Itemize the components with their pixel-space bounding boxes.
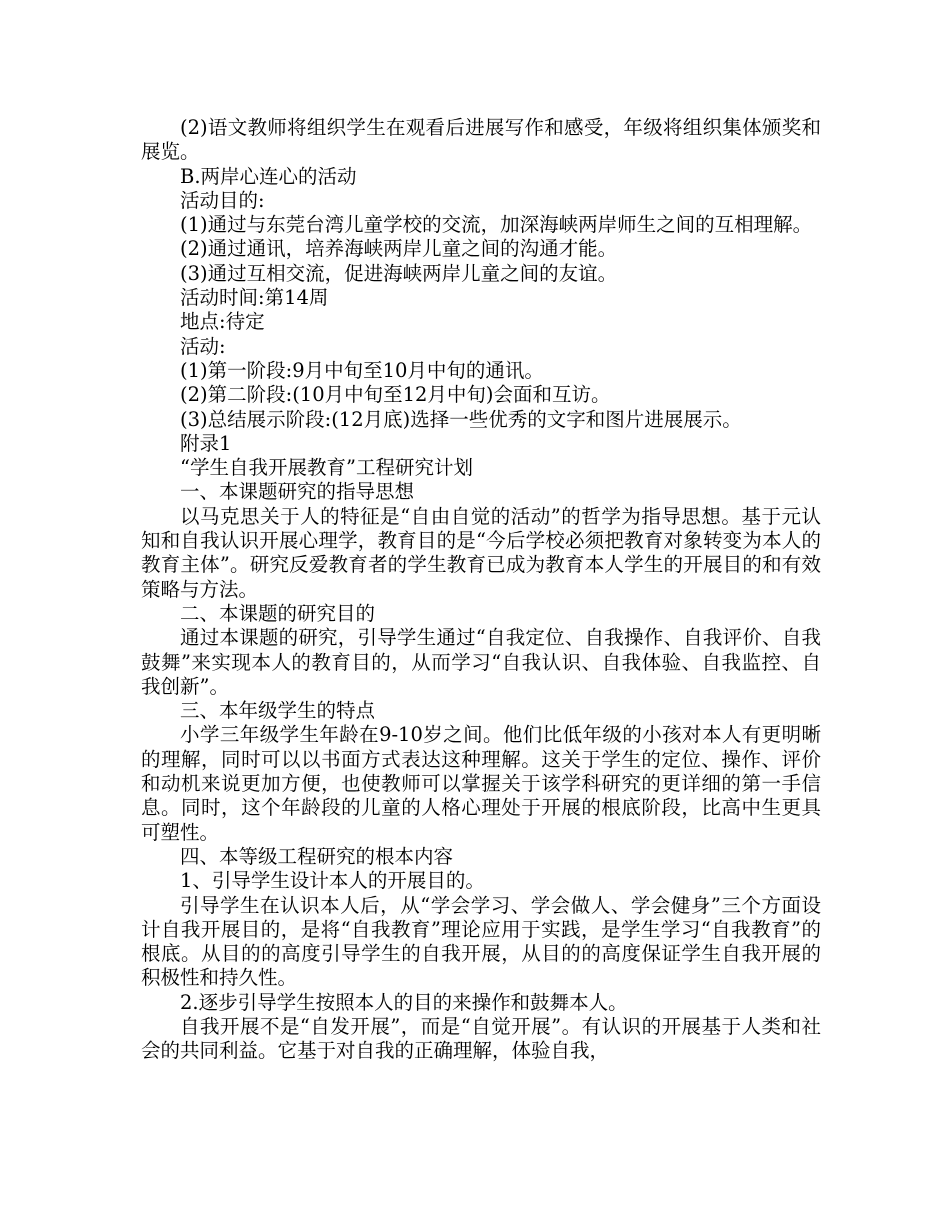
paragraph-7: 活动时间:第14周 <box>180 286 329 310</box>
paragraph-17: 二、本课题的研究目的 <box>180 601 376 625</box>
paragraph-1: (2)语文教师将组织学生在观看后进展写作和感受，年级将组织集体颁奖和展览。 <box>141 116 821 164</box>
paragraph-21: 四、本等级工程研究的根本内容 <box>180 844 454 868</box>
paragraph-10: (1)第一阶段:9月中旬至10月中旬的通讯。 <box>180 358 544 382</box>
paragraph-12: (3)总结展示阶段:(12月底)选择一些优秀的文字和图片进展展示。 <box>180 407 742 431</box>
paragraph-22: 1、引导学生设计本人的开展目的。 <box>180 869 485 893</box>
paragraph-15: 一、本课题研究的指导思想 <box>180 480 415 504</box>
paragraph-20: 小学三年级学生年龄在9-10岁之间。他们比低年级的小孩对本人有更明晰的理解，同时可以以书面方式表达这种理解。这关于学生的定位、操作、评价和动机来说更加方便，也使教师可以掌握关于该学科研究的更详细的第一手信息。同时，这个年龄段的儿童的人格心理处于开展的根底阶段，比高中生更具可塑性。 <box>141 723 821 844</box>
paragraph-23: 引导学生在认识本人后，从“学会学习、学会做人、学会健身”三个方面设计自我开展目的，是将“自我教育”理论应用于实践，是学生学习“自我教育”的根底。从目的的高度引导学生的自我开展，从目的的高度保证学生自我开展的积极性和持久性。 <box>141 893 821 990</box>
paragraph-25: 自我开展不是“自发开展”，而是“自觉开展”。有认识的开展基于人类和社会的共同利益。它基于对自我的正确理解，体验自我， <box>141 1014 821 1063</box>
paragraph-6: (3)通过互相交流，促进海峡两岸儿童之间的友谊。 <box>180 261 618 285</box>
document-body <box>141 116 821 1064</box>
paragraph-9: 活动: <box>180 334 226 358</box>
paragraph-19: 三、本年级学生的特点 <box>180 699 376 723</box>
paragraph-14: “学生自我开展教育”工程研究计划 <box>180 456 473 480</box>
paragraph-2: B.两岸心连心的活动 <box>180 164 357 188</box>
paragraph-16: 以马克思关于人的特征是“自由自觉的活动”的哲学为指导思想。基于元认知和自我认识开展心理学，教育目的是“今后学校必须把教育对象转变为本人的教育主体”。研究反爱教育者的学生教育已成为教育本人学生的开展目的和有效策略与方法。 <box>141 504 821 601</box>
paragraph-18: 通过本课题的研究，引导学生通过“自我定位、自我操作、自我评价、自我鼓舞”来实现本人的教育目的，从而学习“自我认识、自我体验、自我监控、自我创新”。 <box>141 626 821 698</box>
paragraph-5: (2)通过通讯，培养海峡两岸儿童之间的沟通才能。 <box>180 237 618 261</box>
paragraph-24: 2.逐步引导学生按照本人的目的来操作和鼓舞本人。 <box>180 990 628 1014</box>
paragraph-8: 地点:待定 <box>180 310 265 334</box>
paragraph-4: (1)通过与东莞台湾儿童学校的交流，加深海峡两岸师生之间的互相理解。 <box>180 213 813 237</box>
paragraph-3: 活动目的: <box>180 188 265 212</box>
paragraph-13: 附录1 <box>180 431 232 455</box>
paragraph-11: (2)第二阶段:(10月中旬至12月中旬)会面和互访。 <box>180 383 611 407</box>
